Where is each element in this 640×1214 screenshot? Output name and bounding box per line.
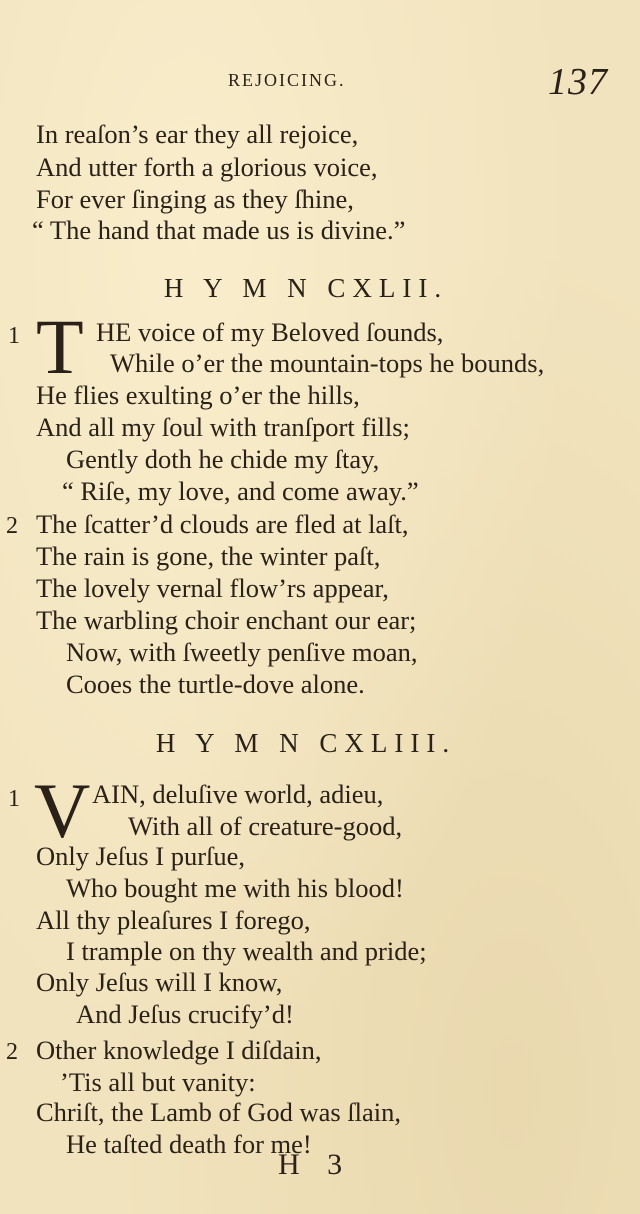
hymn-142-v1-line-4: And all my ſoul with tranſport fills;	[36, 412, 410, 442]
hymn-142-title: H Y M N CXLII.	[163, 273, 449, 303]
hymn-142-v1-line-1: HE voice of my Beloved ſounds,	[96, 317, 444, 347]
hymn-142-v1-line-3: He flies exulting o’er the hills,	[36, 380, 360, 410]
hymn-143-v2-line-1: Other knowledge I diſdain,	[36, 1035, 322, 1065]
hymn-143-v2-line-2: ’Tis all but vanity:	[60, 1067, 256, 1097]
intro-line-3: For ever ſinging as they ſhine,	[36, 184, 354, 214]
hymn-143-v1-line-1: AIN, deluſive world, adieu,	[92, 779, 384, 809]
hymn-143-v1-line-6: I trample on thy wealth and pride;	[66, 936, 427, 966]
hymn-143-verse-2-number: 2	[6, 1039, 18, 1065]
hymn-143-v1-line-5: All thy pleaſures I forego,	[36, 905, 311, 935]
running-title: REJOICING.	[228, 70, 346, 90]
hymn-143-v1-line-3: Only Jeſus I purſue,	[36, 841, 246, 871]
hymn-143-verse-1-number: 1	[8, 786, 20, 812]
hymn-142-v2-line-4: The warbling choir enchant our ear;	[36, 605, 417, 635]
hymn-143-drop-cap: V	[34, 767, 91, 854]
hymn-142-verse-2-number: 2	[6, 513, 18, 539]
signature-mark: H 3	[278, 1148, 353, 1181]
running-head	[0, 60, 640, 104]
hymn-142-v2-line-2: The rain is gone, the winter paſt,	[36, 541, 381, 571]
hymn-142-v2-line-6: Cooes the turtle-dove alone.	[66, 669, 365, 699]
hymn-143-v1-line-8: And Jeſus crucify’d!	[76, 999, 294, 1029]
hymn-142-v2-line-3: The lovely vernal flow’rs appear,	[36, 573, 389, 603]
page-number: 137	[548, 61, 608, 103]
hymn-143-title: H Y M N CXLIII.	[155, 728, 457, 758]
hymn-142-v1-line-2: While o’er the mountain-tops he bounds,	[110, 348, 545, 378]
hymn-143-v1-line-7: Only Jeſus will I know,	[36, 967, 283, 997]
hymn-143-v1-line-4: Who bought me with his blood!	[66, 873, 404, 903]
hymn-142-drop-cap: T	[36, 303, 84, 390]
hymn-142-v2-line-1: The ſcatter’d clouds are fled at laſt,	[36, 509, 409, 539]
hymn-142-v1-line-6: “ Riſe, my love, and come away.”	[62, 476, 419, 506]
hymn-142-v2-line-5: Now, with ſweetly penſive moan,	[66, 637, 418, 667]
hymn-143-v1-line-2: With all of creature-good,	[128, 811, 403, 841]
hymn-143-v2-line-3: Chriſt, the Lamb of God was ſlain,	[36, 1097, 402, 1127]
hymn-143-v2-line-4: He taſted death for me!	[66, 1129, 312, 1159]
hymn-142-v1-line-5: Gently doth he chide my ſtay,	[66, 444, 380, 474]
intro-line-1: In reaſon’s ear they all rejoice,	[36, 119, 359, 149]
intro-line-2: And utter forth a glorious voice,	[36, 152, 378, 182]
hymn-142-verse-1-number: 1	[8, 323, 20, 349]
intro-line-4: “ The hand that made us is divine.”	[32, 215, 406, 245]
